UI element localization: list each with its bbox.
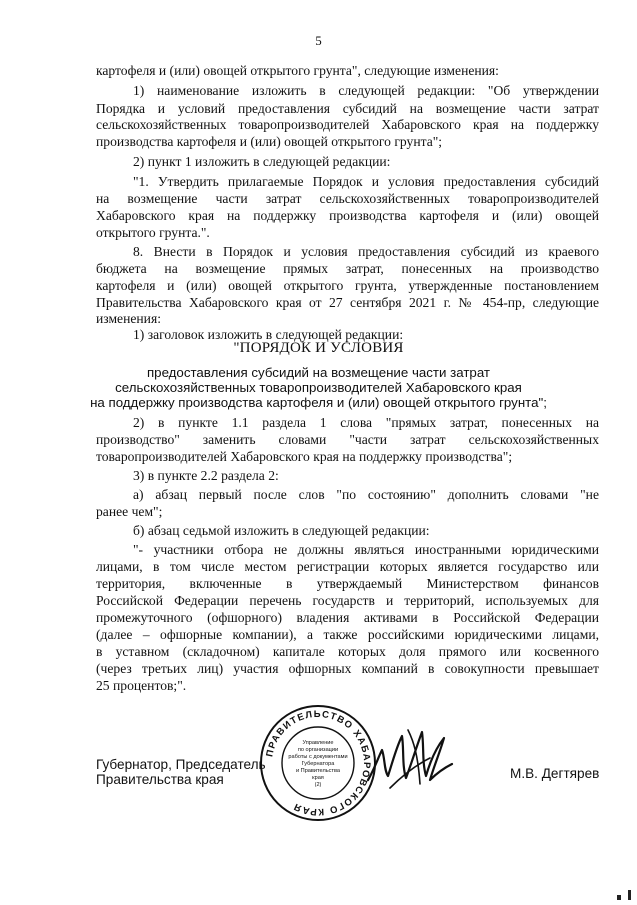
text-line: товаропроизводителей Хабаровского края на поддержку производства";: [96, 449, 513, 464]
text-line: "- участники отбора не должны являться иностранными юридическими: [133, 542, 599, 557]
text-line: Правительства Хабаровского края от 27 сентября 2021 г. № 454-пр, следующие: [96, 295, 599, 310]
text-line: (через третьих лиц) участия офшорных компаний в совокупности превышает: [96, 661, 599, 676]
handwritten-signature: [360, 718, 460, 798]
text-line: 2) в пункте 1.1 раздела 1 слова "прямых затрат, понесенных на: [133, 415, 599, 430]
text-line: территория, включенные в утверждаемый Министерством финансов: [96, 576, 599, 591]
text-line: картофеля и (или) овощей открытого грунта, утвержденные постановлением: [96, 278, 599, 293]
text-line: (далее – офшорные компании), а также российскими юридическими лицами,: [96, 627, 599, 642]
seal-center-text: края: [312, 775, 324, 781]
text-line: 1) наименование изложить в следующей редакции: "Об утверждении: [133, 83, 599, 98]
text-line: Хабаровского края на поддержку производства картофеля и (или) овощей: [96, 208, 599, 223]
page-number: 5: [315, 33, 322, 48]
text-line: производства картофеля и (или) овощей открытого грунта";: [96, 134, 443, 149]
text-line: ранее чем";: [96, 504, 163, 519]
text-line: Российской Федерации перечень государств и территорий, используемых для: [96, 593, 599, 608]
text-line: картофеля и (или) овощей открытого грунта", следующие изменения:: [96, 63, 499, 78]
text-line: Порядка и условий предоставления субсидий на возмещение части затрат: [96, 101, 599, 116]
text-line: 25 процентов;".: [96, 678, 187, 693]
seal-ring-text: ПРАВИТЕЛЬСТВО ХАБАРОВСКОГО КРАЯ: [264, 708, 373, 818]
section-subtitle: сельскохозяйственных товаропроизводителей Хабаровского края: [115, 380, 522, 395]
seal-center-text: (2): [314, 782, 322, 788]
signatory-name: М.В. Дегтярев: [510, 766, 600, 781]
text-line: а) абзац первый после слов "по состоянию" дополнить словами "не: [133, 487, 599, 502]
seal-center-text: по организации: [297, 747, 339, 753]
text-line: промежуточного (офшорного) владения активами в Российской Федерации: [96, 610, 599, 625]
text-line: 8. Внести в Порядок и условия предоставления субсидий из краевого: [133, 244, 599, 259]
scan-mark: [628, 890, 631, 900]
text-line: производство" заменить словами "части затрат сельскохозяйственных: [96, 432, 599, 447]
scan-mark: [617, 895, 621, 900]
text-line: изменения:: [96, 311, 161, 326]
signatory-position: Губернатор, Председатель: [96, 757, 266, 772]
text-line: сельскохозяйственных товаропроизводителей Хабаровского края на поддержку: [96, 117, 599, 132]
signatory-position: Правительства края: [96, 772, 224, 787]
seal-center-text: Губернатора: [301, 761, 335, 767]
section-title: "ПОРЯДОК И УСЛОВИЯ: [233, 340, 404, 356]
text-line: 2) пункт 1 изложить в следующей редакции:: [133, 154, 391, 169]
seal-center-text: работы с документами: [288, 754, 348, 760]
section-subtitle: предоставления субсидий на возмещение части затрат: [146, 365, 491, 380]
text-line: "1. Утвердить прилагаемые Порядок и условия предоставления субсидий: [133, 174, 599, 189]
text-line: лицами, в том числе местом регистрации которых является государство или: [96, 559, 599, 574]
seal-center-text: Управление: [302, 740, 334, 746]
seal-center-text: и Правительства: [296, 768, 340, 774]
section-subtitle: на поддержку производства картофеля и (или) овощей открытого грунта";: [90, 395, 547, 410]
text-line: в уставном (складочном) капитале которых доля прямого или косвенного: [96, 644, 599, 659]
text-line: 1) заголовок изложить в следующей редакции:: [133, 327, 404, 342]
text-line: бюджета на возмещение прямых затрат, понесенных на производство: [96, 261, 599, 276]
text-line: открытого грунта.".: [96, 225, 210, 240]
text-line: 3) в пункте 2.2 раздела 2:: [133, 468, 279, 483]
text-line: б) абзац седьмой изложить в следующей редакции:: [133, 523, 430, 538]
text-line: на возмещение части затрат сельскохозяйственных товаропроизводителей: [96, 191, 599, 206]
